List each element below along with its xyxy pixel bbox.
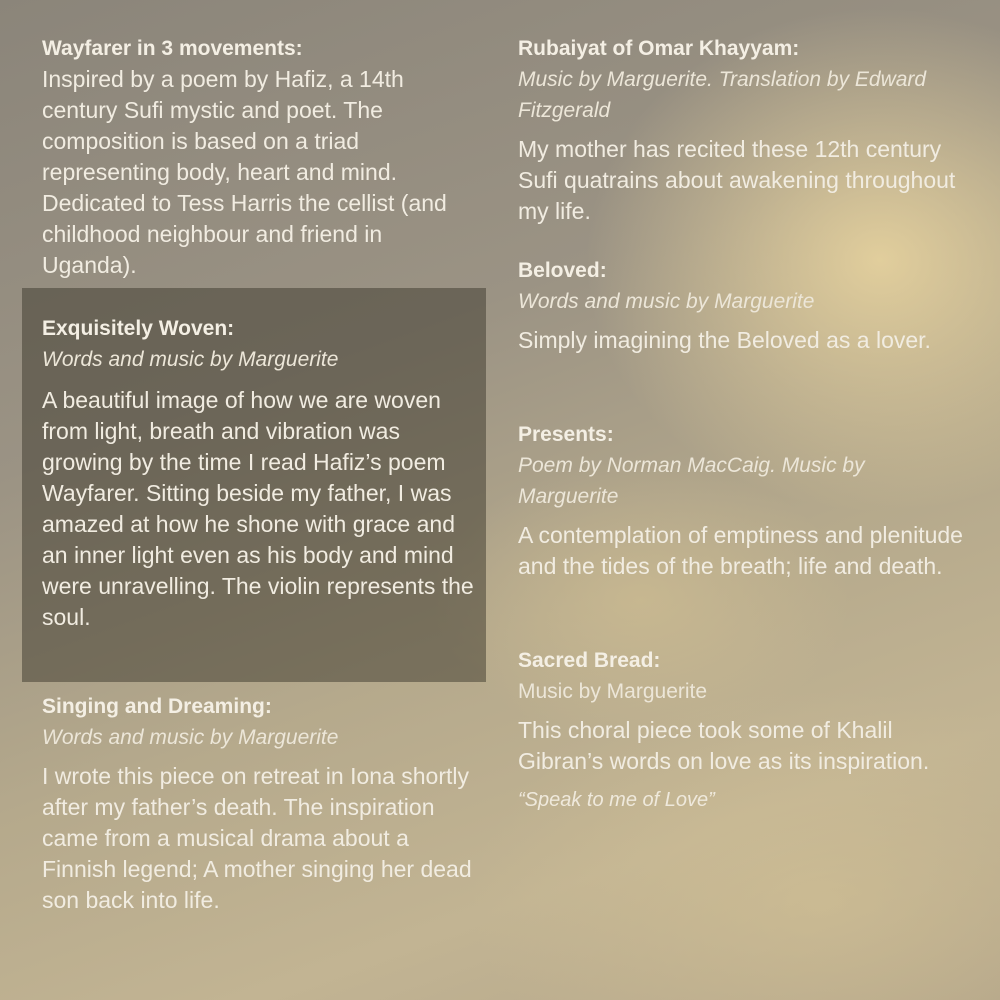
entry-presents: [518, 420, 968, 582]
entry-sacred-bread: [518, 646, 968, 815]
entry-description: A beautiful image of how we are woven from light, breath and vibration was growing by the time I read Hafiz’s poem Wayfarer. Sitting beside my father, I was amazed at how he shone with grace and an inner light even as his body and mind were unravelling. The violin represents the soul.: [42, 387, 474, 630]
entry-description: Inspired by a poem by Hafiz, a 14th century Sufi mystic and poet. The composition is based on a triad representing body, heart and mind. Dedicated to Tess Harris the cellist (and childhood neighbour and friend in Uganda).: [42, 66, 447, 278]
entry-credit: Words and music by Marguerite: [42, 726, 339, 749]
entry-title: Beloved:: [518, 259, 607, 282]
entry-credit: Poem by Norman MacCaig. Music by Marguerite: [518, 454, 865, 508]
entry-description: Simply imagining the Beloved as a lover.: [518, 327, 931, 353]
entry-credit: Words and music by Marguerite: [518, 290, 815, 313]
entry-title: Presents:: [518, 423, 614, 446]
entry-title: Singing and Dreaming:: [42, 695, 272, 718]
entry-description: My mother has recited these 12th century Sufi quatrains about awakening throughout my life.: [518, 136, 956, 224]
entry-rubaiyat: [518, 34, 968, 227]
entry-description: This choral piece took some of Khalil Gibran’s words on love as its inspiration.: [518, 717, 930, 774]
entry-credit: Music by Marguerite: [518, 680, 708, 703]
entry-singing-and-dreaming: [42, 692, 482, 916]
entry-exquisitely-woven: [42, 314, 482, 633]
entry-beloved: [518, 256, 968, 356]
entry-description: A contemplation of emptiness and plenitude and the tides of the breath; life and death.: [518, 522, 963, 579]
entry-title: Sacred Bread:: [518, 649, 661, 672]
entry-wayfarer: [42, 34, 482, 281]
entry-credit: Words and music by Marguerite: [42, 348, 339, 371]
right-column: [518, 34, 968, 811]
entry-title: Rubaiyat of Omar Khayyam:: [518, 37, 800, 60]
left-column: [42, 34, 482, 913]
entry-quote: “Speak to me of Love”: [518, 789, 715, 811]
entry-title: Wayfarer in 3 movements:: [42, 37, 303, 60]
entry-credit: Music by Marguerite. Translation by Edward Fitzgerald: [518, 68, 927, 122]
entry-description: I wrote this piece on retreat in Iona shortly after my father’s death. The inspiration came from a musical drama about a Finnish legend; A mother singing her dead son back into life.: [42, 763, 472, 913]
entry-title: Exquisitely Woven:: [42, 317, 235, 340]
